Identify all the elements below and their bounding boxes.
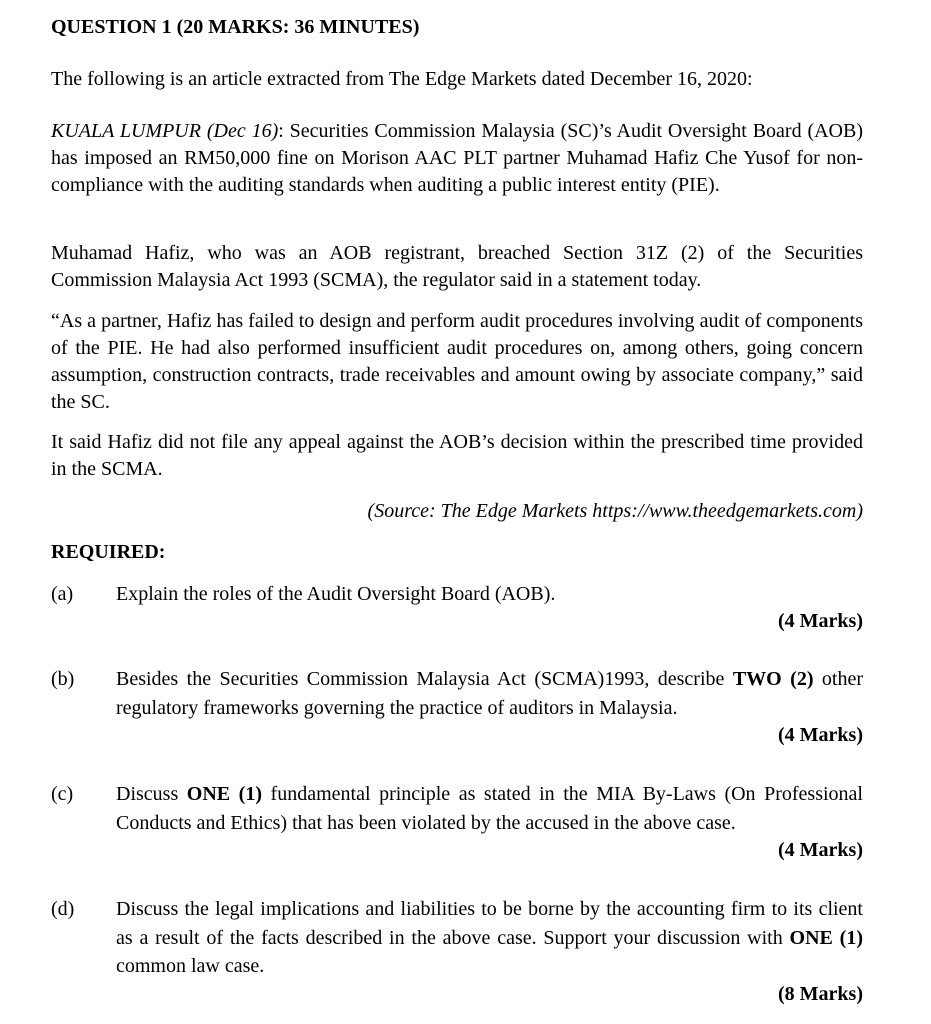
question-d-text-before: Discuss the legal implications and liabilities to be borne by the accounting firm to its client as a result of the facts described in the above case. Support your discussion with <box>116 898 863 949</box>
question-a-label: (a) <box>51 583 74 605</box>
question-d-marks: (8 Marks) <box>778 983 863 1005</box>
question-c-text-before: Discuss <box>116 783 187 805</box>
required-heading: REQUIRED: <box>51 541 166 563</box>
question-c-text-after: fundamental principle as stated in the MIA By-Laws (On Professional Conducts and Ethics) that has been violated by the accused in the above case. <box>116 783 863 834</box>
article-paragraph-1 <box>51 118 863 199</box>
article-paragraph-3: “As a partner, Hafiz has failed to design and perform audit procedures involving audit of components of the PIE. He had also performed insufficient audit procedures on, among others, going concern assumption, construction contracts, trade receivables and amount owing by associate company,” said the SC. <box>51 310 863 413</box>
question-d-text-after: common law case. <box>116 955 265 977</box>
question-title: QUESTION 1 (20 MARKS: 36 MINUTES) <box>51 16 420 38</box>
question-b-marks: (4 Marks) <box>778 724 863 746</box>
question-d-label: (d) <box>51 898 75 920</box>
article-paragraph-2: Muhamad Hafiz, who was an AOB registrant, breached Section 31Z (2) of the Securities Commission Malaysia Act 1993 (SCMA), the regulator said in a statement today. <box>51 242 863 291</box>
question-b-text-after: other regulatory frameworks governing the practice of auditors in Malaysia. <box>116 668 864 719</box>
intro-text: The following is an article extracted from The Edge Markets dated December 16, 2020: <box>51 68 753 90</box>
article-dateline: KUALA LUMPUR (Dec 16) <box>51 120 279 142</box>
question-b-text <box>116 665 863 722</box>
question-b-text-before: Besides the Securities Commission Malaysia Act (SCMA)1993, describe <box>116 668 733 690</box>
question-d-emphasis: ONE (1) <box>789 926 863 949</box>
question-a-marks: (4 Marks) <box>778 610 863 632</box>
question-d-text <box>116 895 863 981</box>
question-c-emphasis: ONE (1) <box>186 783 262 805</box>
article-paragraph-4: It said Hafiz did not file any appeal against the AOB’s decision within the prescribed time provided in the SCMA. <box>51 431 863 480</box>
article-paragraph-1-text: : Securities Commission Malaysia (SC)’s Audit Oversight Board (AOB) has imposed an RM50,000 fine on Morison AAC PLT partner Muhamad Hafiz Che Yusof for non-compliance with the auditing standards when auditing a public interest entity (PIE). <box>51 120 863 196</box>
question-a-text: Explain the roles of the Audit Oversight Board (AOB). <box>116 583 556 605</box>
question-b-emphasis: TWO (2) <box>732 668 814 690</box>
question-c-label: (c) <box>51 783 74 805</box>
article-source: (Source: The Edge Markets https://www.theedgemarkets.com) <box>367 500 863 522</box>
question-c-marks: (4 Marks) <box>778 839 863 861</box>
question-c-text <box>116 780 863 837</box>
question-b-label: (b) <box>51 668 75 690</box>
